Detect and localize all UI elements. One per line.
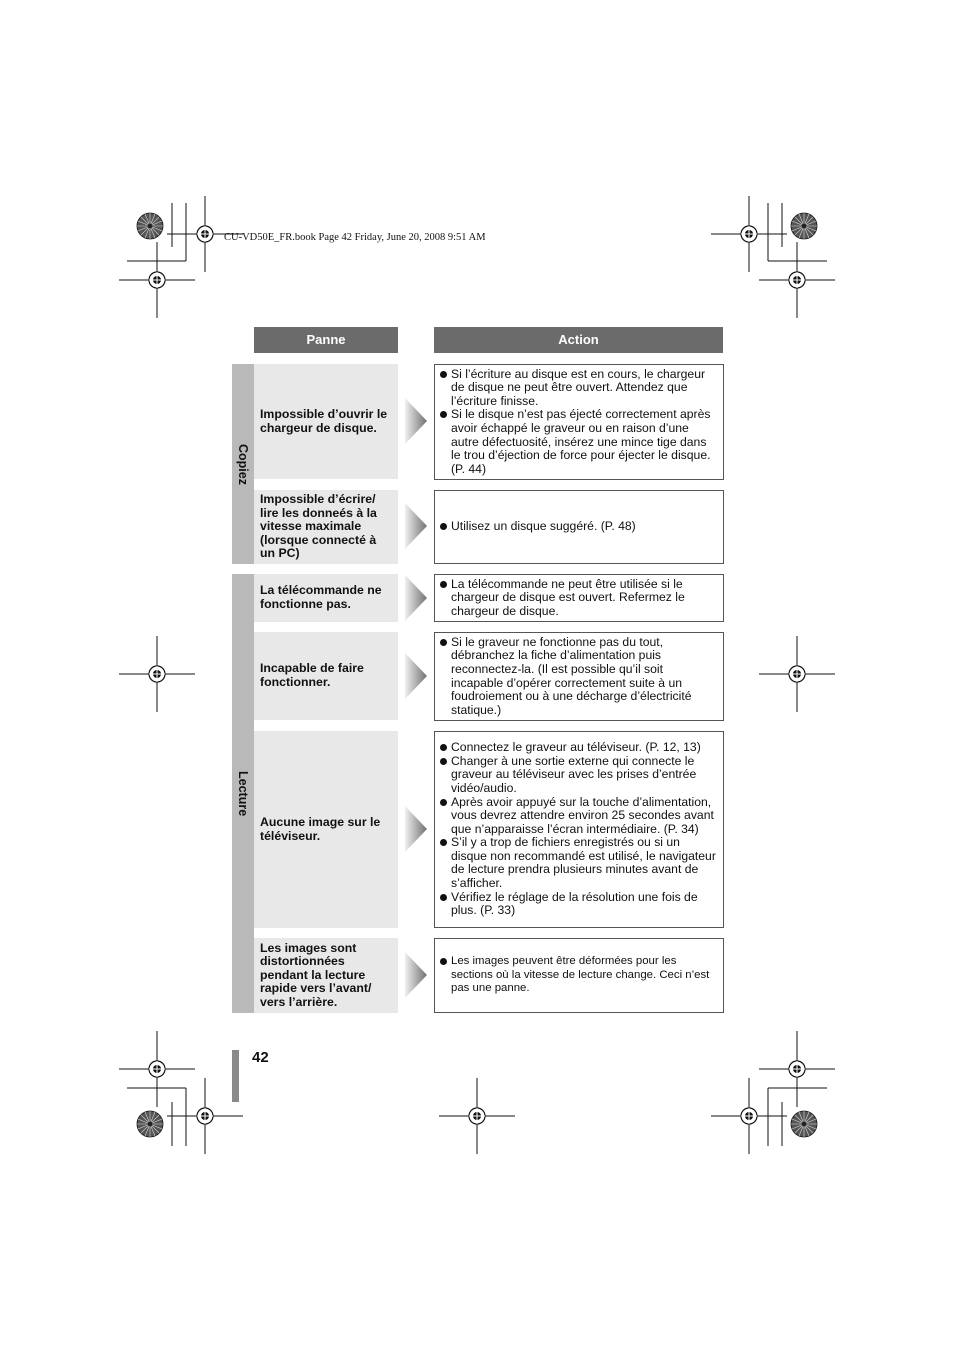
registration-cross-icon — [119, 636, 195, 712]
registration-dial-icon — [791, 213, 817, 239]
page-number: 42 — [252, 1049, 269, 1066]
action-list — [439, 520, 636, 534]
arrow-right-icon — [405, 952, 427, 998]
registration-cross-icon — [759, 1031, 835, 1107]
problem-cell — [254, 574, 398, 622]
action-item: S’il y a trop de fichiers enregistrés ou si un disque non recommandé est utilisé, le navigateur de lecture prendra plusieurs minutes avant de s’afficher. — [439, 836, 718, 890]
registration-cross-icon — [119, 1031, 195, 1107]
action-cell — [434, 490, 724, 564]
problem-cell — [254, 731, 398, 928]
arrow-right-icon — [405, 653, 427, 699]
action-cell — [434, 938, 724, 1013]
problem-text: Aucune image sur le téléviseur. — [260, 814, 381, 843]
action-item: Si l’écriture au disque est en cours, le chargeur de disque ne peut être ouvert. Attendez que l’écriture finisse. — [439, 368, 718, 409]
registration-cross-icon — [759, 636, 835, 712]
action-item: Si le disque n’est pas éjecté correctement après avoir échappé le graveur ou en raison d’une autre défectuosité, insérez une mince tige dans le trou d’éjection de force pour éjecter le disque. (P. 44) — [439, 408, 718, 476]
problem-cell — [254, 632, 398, 720]
action-list — [439, 741, 718, 918]
arrow-right-icon — [405, 575, 427, 621]
action-item: Vérifiez le réglage de la résolution une fois de plus. (P. 33) — [439, 891, 718, 918]
action-list — [439, 636, 718, 718]
page-marker-bar — [232, 1050, 239, 1102]
action-list — [439, 368, 718, 477]
action-item: Utilisez un disque suggéré. (P. 48) — [439, 520, 636, 534]
book-info: CU-VD50E_FR.book Page 42 Friday, June 20, 2008 9:51 AM — [224, 232, 486, 243]
action-list — [439, 955, 718, 996]
action-cell — [434, 731, 724, 928]
action-item: Après avoir appuyé sur la touche d’alimentation, vous devrez attendre environ 25 secondes avant que n’apparaisse l’écran intermédiaire. (P. 34) — [439, 796, 718, 837]
column-header-action: Action — [434, 327, 723, 353]
problem-text: Impossible d’écrire/ lire les donneés à la vitesse maximale (lorsque connecté à un PC) — [260, 492, 377, 561]
action-item: Les images peuvent être déformées pour les sections où la vitesse de lecture change. Ceci n’est pas une panne. — [439, 955, 718, 996]
registration-cross-icon — [759, 242, 835, 318]
registration-dial-icon — [137, 213, 163, 239]
arrow-right-icon — [405, 503, 427, 549]
arrow-right-icon — [405, 398, 427, 444]
action-list — [439, 578, 718, 619]
action-cell — [434, 574, 724, 622]
registration-dial-icon — [791, 1111, 817, 1137]
problem-text: La télécommande ne fonctionne pas. — [260, 583, 382, 611]
section-bar-lecture — [232, 574, 254, 1013]
action-item: Changer à une sortie externe qui connecte le graveur au téléviseur avec les prises d’entrée vidéo/audio. — [439, 755, 718, 796]
registration-dial-icon — [137, 1111, 163, 1137]
action-item: Si le graveur ne fonctionne pas du tout, débranchez la fiche d’alimentation puis reconnectez-la. (Il est possible qu’il soit incapable d’opérer correctement suite à un foudroiement ou à une décharge d’électricité statique.) — [439, 636, 718, 718]
problem-cell — [254, 364, 398, 479]
action-item: Connectez le graveur au téléviseur. (P. 12, 13) — [439, 741, 718, 755]
action-cell — [434, 364, 724, 480]
problem-text: Impossible d’ouvrir le chargeur de disque. — [260, 406, 388, 435]
problem-cell — [254, 490, 398, 564]
arrow-right-icon — [405, 806, 427, 852]
action-cell — [434, 632, 724, 721]
section-label: Copiez — [236, 443, 250, 485]
problem-cell — [254, 938, 398, 1013]
problem-text: Les images sont distortionnées pendant la lecture rapide vers l’avant/ vers l’arrière. — [260, 940, 372, 1009]
column-header-problem: Panne — [254, 327, 398, 353]
action-item: La télécommande ne peut être utilisée si le chargeur de disque est ouvert. Refermez le chargeur de disque. — [439, 578, 718, 619]
problem-text: Incapable de faire fonctionner. — [260, 661, 364, 689]
registration-cross-icon — [439, 1078, 515, 1154]
registration-cross-icon — [711, 1078, 787, 1154]
registration-cross-icon — [119, 242, 195, 318]
section-bar-copiez — [232, 364, 254, 564]
section-label: Lecture — [236, 770, 250, 817]
